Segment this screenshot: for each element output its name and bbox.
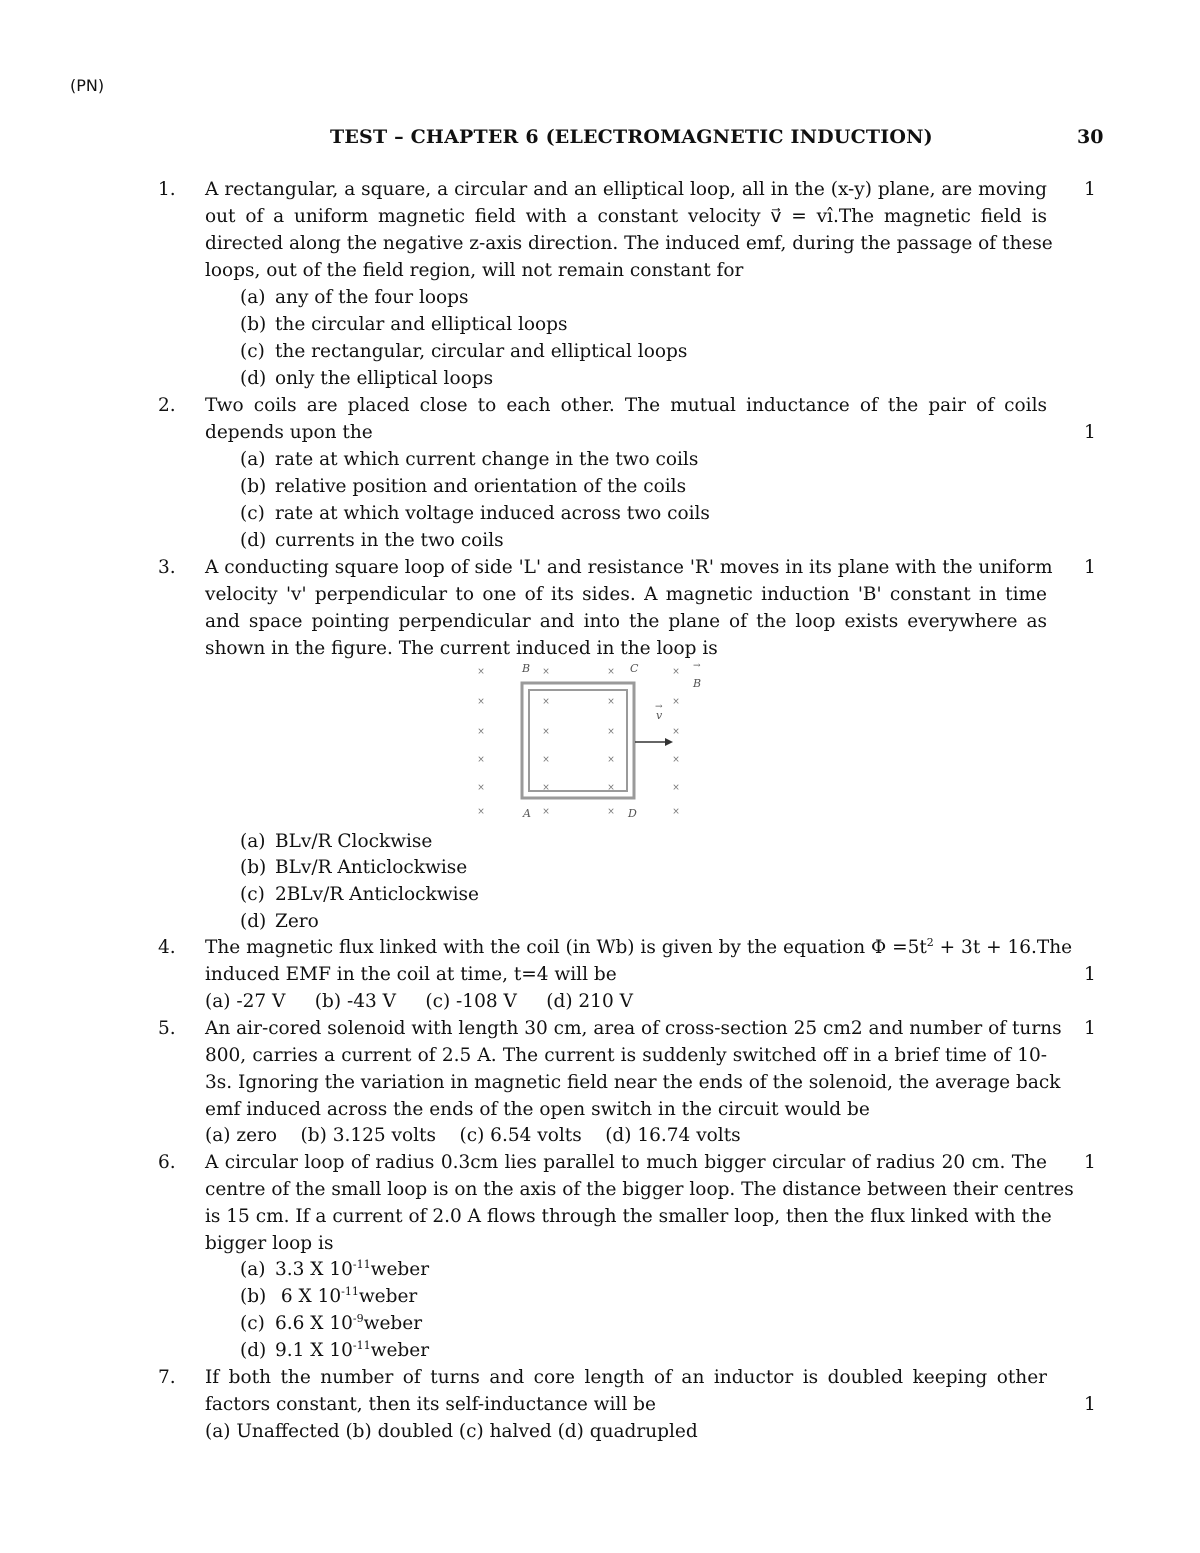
velocity-vector-arrow: → (655, 702, 663, 712)
option-label: (c) (240, 884, 265, 905)
field-cross-mark: × (672, 807, 680, 817)
option-label: (b) (240, 476, 267, 497)
question-mark: 1 (1084, 557, 1096, 578)
field-cross-mark: × (542, 755, 550, 765)
option-label: (a) (240, 1259, 266, 1280)
question-text-line: centre of the small loop is on the axis of the bigger loop. The distance between their centres (205, 1179, 1074, 1200)
field-cross-mark: × (477, 697, 485, 707)
answer-option[interactable] (240, 473, 686, 500)
question-text-line: directed along the negative z-axis direction. The induced emf, during the passage of these (205, 233, 1053, 254)
question-text-line: shown in the figure. The current induced in the loop is (205, 638, 718, 659)
question-text-line: An air-cored solenoid with length 30 cm, area of cross-section 25 cm2 and number of turns (205, 1018, 1062, 1039)
field-cross-mark: × (607, 667, 615, 677)
option-text: 3.3 X 10 (275, 1259, 353, 1280)
field-cross-mark: × (672, 755, 680, 765)
field-cross-mark: × (672, 783, 680, 793)
question-text-line: is 15 cm. If a current of 2.0 A flows through the smaller loop, then the flux linked with the (205, 1206, 1052, 1227)
answer-option[interactable] (240, 1256, 429, 1283)
option-label: (a) (240, 831, 266, 852)
field-cross-mark: × (477, 783, 485, 793)
answer-option[interactable] (240, 311, 568, 338)
option-text: BLv/R Clockwise (275, 831, 433, 852)
field-cross-mark: × (607, 727, 615, 737)
option-text: 9.1 X 10 (275, 1340, 353, 1361)
option-label: (d) (240, 530, 267, 551)
question-text-line: velocity 'v' perpendicular to one of its sides. A magnetic induction 'B' constant in time (205, 584, 1047, 605)
option-label: (c) (240, 503, 265, 524)
option-text: currents in the two coils (275, 530, 504, 551)
field-cross-mark: × (607, 697, 615, 707)
question-text-line: A rectangular, a square, a circular and an elliptical loop, all in the (x-y) plane, are moving (205, 179, 1047, 200)
question-text-line: Two coils are placed close to each other. The mutual inductance of the pair of coils (205, 395, 1047, 416)
answer-option[interactable] (240, 908, 319, 935)
answer-option[interactable] (240, 881, 479, 908)
question-mark: 1 (1084, 1152, 1096, 1173)
corner-label-c: C (630, 662, 639, 675)
answer-option[interactable] (240, 1283, 417, 1310)
option-unit: weber (363, 1313, 423, 1334)
option-text: the circular and elliptical loops (275, 314, 568, 335)
field-cross-mark: × (672, 667, 680, 677)
option-label: (d) (240, 1340, 267, 1361)
question-text-line: 800, carries a current of 2.5 A. The current is suddenly switched off in a brief time of 10- (205, 1045, 1047, 1066)
exponent: -11 (352, 1338, 371, 1352)
question-mark: 1 (1084, 964, 1096, 985)
question-text-line (205, 934, 1073, 961)
exponent: -9 (352, 1311, 364, 1325)
field-cross-mark: × (542, 727, 550, 737)
field-label-b: B (693, 677, 702, 690)
field-cross-mark: × (542, 807, 550, 817)
field-cross-mark: × (672, 697, 680, 707)
field-cross-mark: × (607, 807, 615, 817)
answer-option[interactable] (240, 1337, 429, 1364)
field-cross-mark: × (477, 727, 485, 737)
field-cross-mark: × (672, 727, 680, 737)
answer-option[interactable] (240, 854, 467, 881)
answer-options-line[interactable]: (a) Unaffected (b) doubled (c) halved (d) quadrupled (205, 1421, 698, 1442)
option-unit: weber (358, 1286, 418, 1307)
field-vector-arrow: → (693, 661, 701, 671)
loop-in-magnetic-field-figure (470, 658, 710, 823)
velocity-arrowhead (665, 738, 673, 746)
option-label: (c) (240, 341, 265, 362)
question-number: 6. (158, 1152, 176, 1173)
corner-label-a: A (523, 807, 531, 820)
option-label: (d) (240, 368, 267, 389)
answer-option[interactable] (240, 365, 493, 392)
question-mark: 1 (1084, 1394, 1096, 1415)
answer-option[interactable] (240, 527, 504, 554)
question-text: The magnetic flux linked with the coil (in Wb) is given by the equation Φ =5t (205, 937, 927, 958)
question-number: 7. (158, 1367, 176, 1388)
field-cross-mark: × (542, 783, 550, 793)
question-mark: 1 (1084, 179, 1096, 200)
question-text-line: bigger loop is (205, 1233, 334, 1254)
page-code: (PN) (70, 76, 105, 95)
question-text-line: A circular loop of radius 0.3cm lies parallel to much bigger circular of radius 20 cm. The (205, 1152, 1047, 1173)
answer-option[interactable] (240, 284, 468, 311)
answer-options-line[interactable]: (a) zero (b) 3.125 volts (c) 6.54 volts (d) 16.74 volts (205, 1125, 741, 1146)
option-text: 2BLv/R Anticlockwise (275, 884, 479, 905)
option-text: any of the four loops (275, 287, 469, 308)
option-unit: weber (370, 1340, 430, 1361)
option-text: 6.6 X 10 (275, 1313, 353, 1334)
question-text-line: and space pointing perpendicular and into the plane of the loop exists everywhere as (205, 611, 1047, 632)
page-title: TEST – CHAPTER 6 (ELECTROMAGNETIC INDUCTION) (330, 126, 933, 148)
option-text: rate at which voltage induced across two coils (275, 503, 710, 524)
exponent: 2 (926, 935, 934, 949)
option-label: (b) (240, 1286, 267, 1307)
option-label: (b) (240, 857, 267, 878)
option-text: the rectangular, circular and elliptical loops (275, 341, 688, 362)
option-text: 6 X 10 (275, 1286, 342, 1307)
conducting-loop-outer (522, 683, 634, 798)
field-cross-mark: × (607, 783, 615, 793)
answer-options-line[interactable]: (a) -27 V (b) -43 V (c) -108 V (d) 210 V (205, 991, 633, 1012)
answer-option[interactable] (240, 828, 432, 855)
field-cross-mark: × (542, 697, 550, 707)
question-number: 4. (158, 937, 176, 958)
option-label: (d) (240, 911, 267, 932)
question-text-line: depends upon the (205, 422, 373, 443)
question-text-line: induced EMF in the coil at time, t=4 will be (205, 964, 617, 985)
question-text-line: emf induced across the ends of the open switch in the circuit would be (205, 1099, 870, 1120)
question-text-line: factors constant, then its self-inductance will be (205, 1394, 656, 1415)
question-number: 5. (158, 1018, 176, 1039)
field-cross-mark: × (477, 667, 485, 677)
option-label: (a) (240, 449, 266, 470)
field-cross-mark: × (477, 807, 485, 817)
option-text: BLv/R Anticlockwise (275, 857, 468, 878)
total-marks: 30 (1077, 126, 1104, 148)
question-text-line: 3s. Ignoring the variation in magnetic field near the ends of the solenoid, the average back (205, 1072, 1061, 1093)
question-text-line: loops, out of the field region, will not remain constant for (205, 260, 744, 281)
question-mark: 1 (1084, 422, 1096, 443)
answer-option[interactable] (240, 446, 698, 473)
question-text-line: A conducting square loop of side 'L' and resistance 'R' moves in its plane with the uniform (205, 557, 1053, 578)
question-mark: 1 (1084, 1018, 1096, 1039)
answer-option[interactable] (240, 500, 710, 527)
exponent: -11 (341, 1284, 359, 1298)
exponent: -11 (352, 1257, 371, 1271)
option-text: Zero (275, 911, 319, 932)
option-unit: weber (370, 1259, 430, 1280)
option-label: (c) (240, 1313, 265, 1334)
question-text-line: out of a uniform magnetic field with a constant velocity v⃗ = vî.The magnetic field is (205, 206, 1047, 227)
answer-option[interactable] (240, 338, 687, 365)
corner-label-d: D (628, 807, 637, 820)
velocity-label-v: v (656, 709, 663, 722)
option-label: (b) (240, 314, 267, 335)
option-text: rate at which current change in the two coils (275, 449, 699, 470)
corner-label-b: B (522, 662, 531, 675)
option-label: (a) (240, 287, 266, 308)
question-text-line: If both the number of turns and core length of an inductor is doubled keeping other (205, 1367, 1047, 1388)
question-text: + 3t + 16.The (933, 937, 1073, 958)
option-text: only the elliptical loops (275, 368, 494, 389)
question-number: 2. (158, 395, 176, 416)
question-number: 3. (158, 557, 176, 578)
field-cross-mark: × (607, 755, 615, 765)
question-number: 1. (158, 179, 176, 200)
field-cross-mark: × (477, 755, 485, 765)
option-text: relative position and orientation of the coils (275, 476, 687, 497)
answer-option[interactable] (240, 1310, 422, 1337)
field-cross-mark: × (542, 667, 550, 677)
